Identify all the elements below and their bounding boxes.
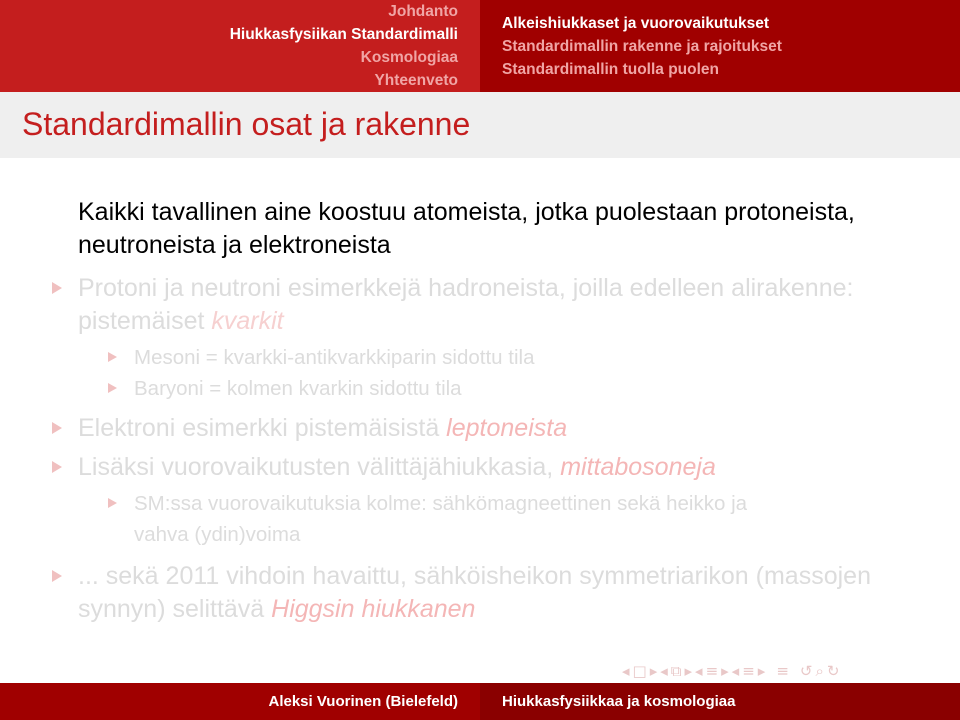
intro-paragraph: Kaikki tavallinen aine koostuu atomeista, jotka puolestaan protoneista, neutroneista ja elektroneista (78, 198, 855, 259)
document-icon[interactable]: ≡ (776, 662, 789, 680)
prev-subsection-icon[interactable]: ◂ (695, 662, 703, 680)
footer-talk-title: Hiukkasfysiikkaa ja kosmologiaa (480, 683, 960, 720)
subbullet-text: SM:ssa vuorovaikutuksia kolme: sähkömagneettinen sekä heikko ja vahva (ydin)voima (134, 492, 748, 546)
bullet-hadrons (22, 272, 908, 338)
next-section-icon[interactable]: ▸ (757, 662, 766, 680)
bullet-gauge-bosons (22, 451, 908, 484)
frame-title: Standardimallin osat ja rakenne (22, 106, 471, 142)
forward-icon[interactable]: ↻ (826, 662, 840, 680)
beamer-navigation-symbols (622, 662, 839, 680)
frame-content (78, 196, 908, 626)
prev-frame-icon[interactable]: ◂ (660, 662, 668, 680)
nav-section-standardimalli[interactable]: Hiukkasfysiikan Standardimalli (229, 26, 458, 43)
frame-icon[interactable]: ⧉ (670, 662, 682, 680)
term-leptoneista: leptoneista (446, 414, 568, 442)
term-mittabosoneja: mittabosoneja (560, 453, 716, 481)
bullet-text: Elektroni esimerkki pistemäisistä (78, 414, 447, 442)
bullet-text: Protoni ja neutroni esimerkkejä hadroneista, joilla edelleen alirakenne: pistemäiset (78, 274, 854, 335)
section-navigation-header (0, 0, 960, 92)
bullet-higgs (22, 560, 882, 626)
nav-subsection-tuolla-puolen[interactable]: Standardimallin tuolla puolen (502, 60, 720, 78)
nav-subsection-alkeishiukkaset[interactable]: Alkeishiukkaset ja vuorovaikutukset (502, 14, 770, 32)
search-icon[interactable]: ⌕ (815, 662, 824, 680)
frame-title-bar (0, 92, 960, 158)
bullet-text: ... sekä 2011 vihdoin havaittu, sähköisheikon symmetriarikon (massojen synnyn) selittävä (78, 562, 871, 623)
subbullet-text: Mesoni = kvarkki-antikvarkkiparin sidottu tila (134, 346, 535, 369)
back-icon[interactable]: ↺ (799, 662, 813, 680)
bullet-triangle-icon (108, 498, 117, 508)
nav-section-johdanto[interactable]: Johdanto (388, 3, 458, 20)
section-list (0, 0, 480, 92)
subsection-icon[interactable]: ≡ (705, 662, 719, 680)
subbullet-mesoni (22, 342, 908, 373)
next-frame-icon[interactable]: ▸ (684, 662, 693, 680)
section-icon[interactable]: ≡ (742, 662, 755, 680)
subbullet-interactions (22, 488, 802, 550)
nav-subsection-rakenne[interactable]: Standardimallin rakenne ja rajoitukset (502, 37, 782, 55)
bullet-triangle-icon (52, 422, 62, 434)
subsection-list (480, 0, 960, 92)
bullet-triangle-icon (108, 352, 117, 362)
nav-section-yhteenveto[interactable]: Yhteenveto (374, 72, 458, 89)
term-higgs: Higgsin hiukkanen (271, 595, 476, 623)
footer-author: Aleksi Vuorinen (Bielefeld) (0, 683, 480, 720)
bullet-triangle-icon (52, 570, 62, 582)
footer (0, 683, 960, 720)
term-kvarkit: kvarkit (211, 307, 284, 335)
bullet-leptons (22, 412, 908, 445)
bullet-triangle-icon (52, 282, 62, 294)
bullet-triangle-icon (108, 383, 117, 393)
next-subsection-icon[interactable]: ▸ (721, 662, 729, 680)
bullet-triangle-icon (52, 461, 62, 473)
next-slide-icon[interactable]: ▸ (649, 662, 658, 680)
prev-section-icon[interactable]: ◂ (731, 662, 740, 680)
nav-section-kosmologiaa[interactable]: Kosmologiaa (360, 49, 458, 66)
bullet-text: Lisäksi vuorovaikutusten välittäjähiukkasia, (78, 453, 561, 481)
subbullet-baryoni (22, 373, 908, 404)
prev-slide-icon[interactable]: ◂ (622, 662, 630, 680)
slide-icon[interactable]: □ (632, 662, 647, 680)
subbullet-text: Baryoni = kolmen kvarkin sidottu tila (134, 377, 462, 400)
